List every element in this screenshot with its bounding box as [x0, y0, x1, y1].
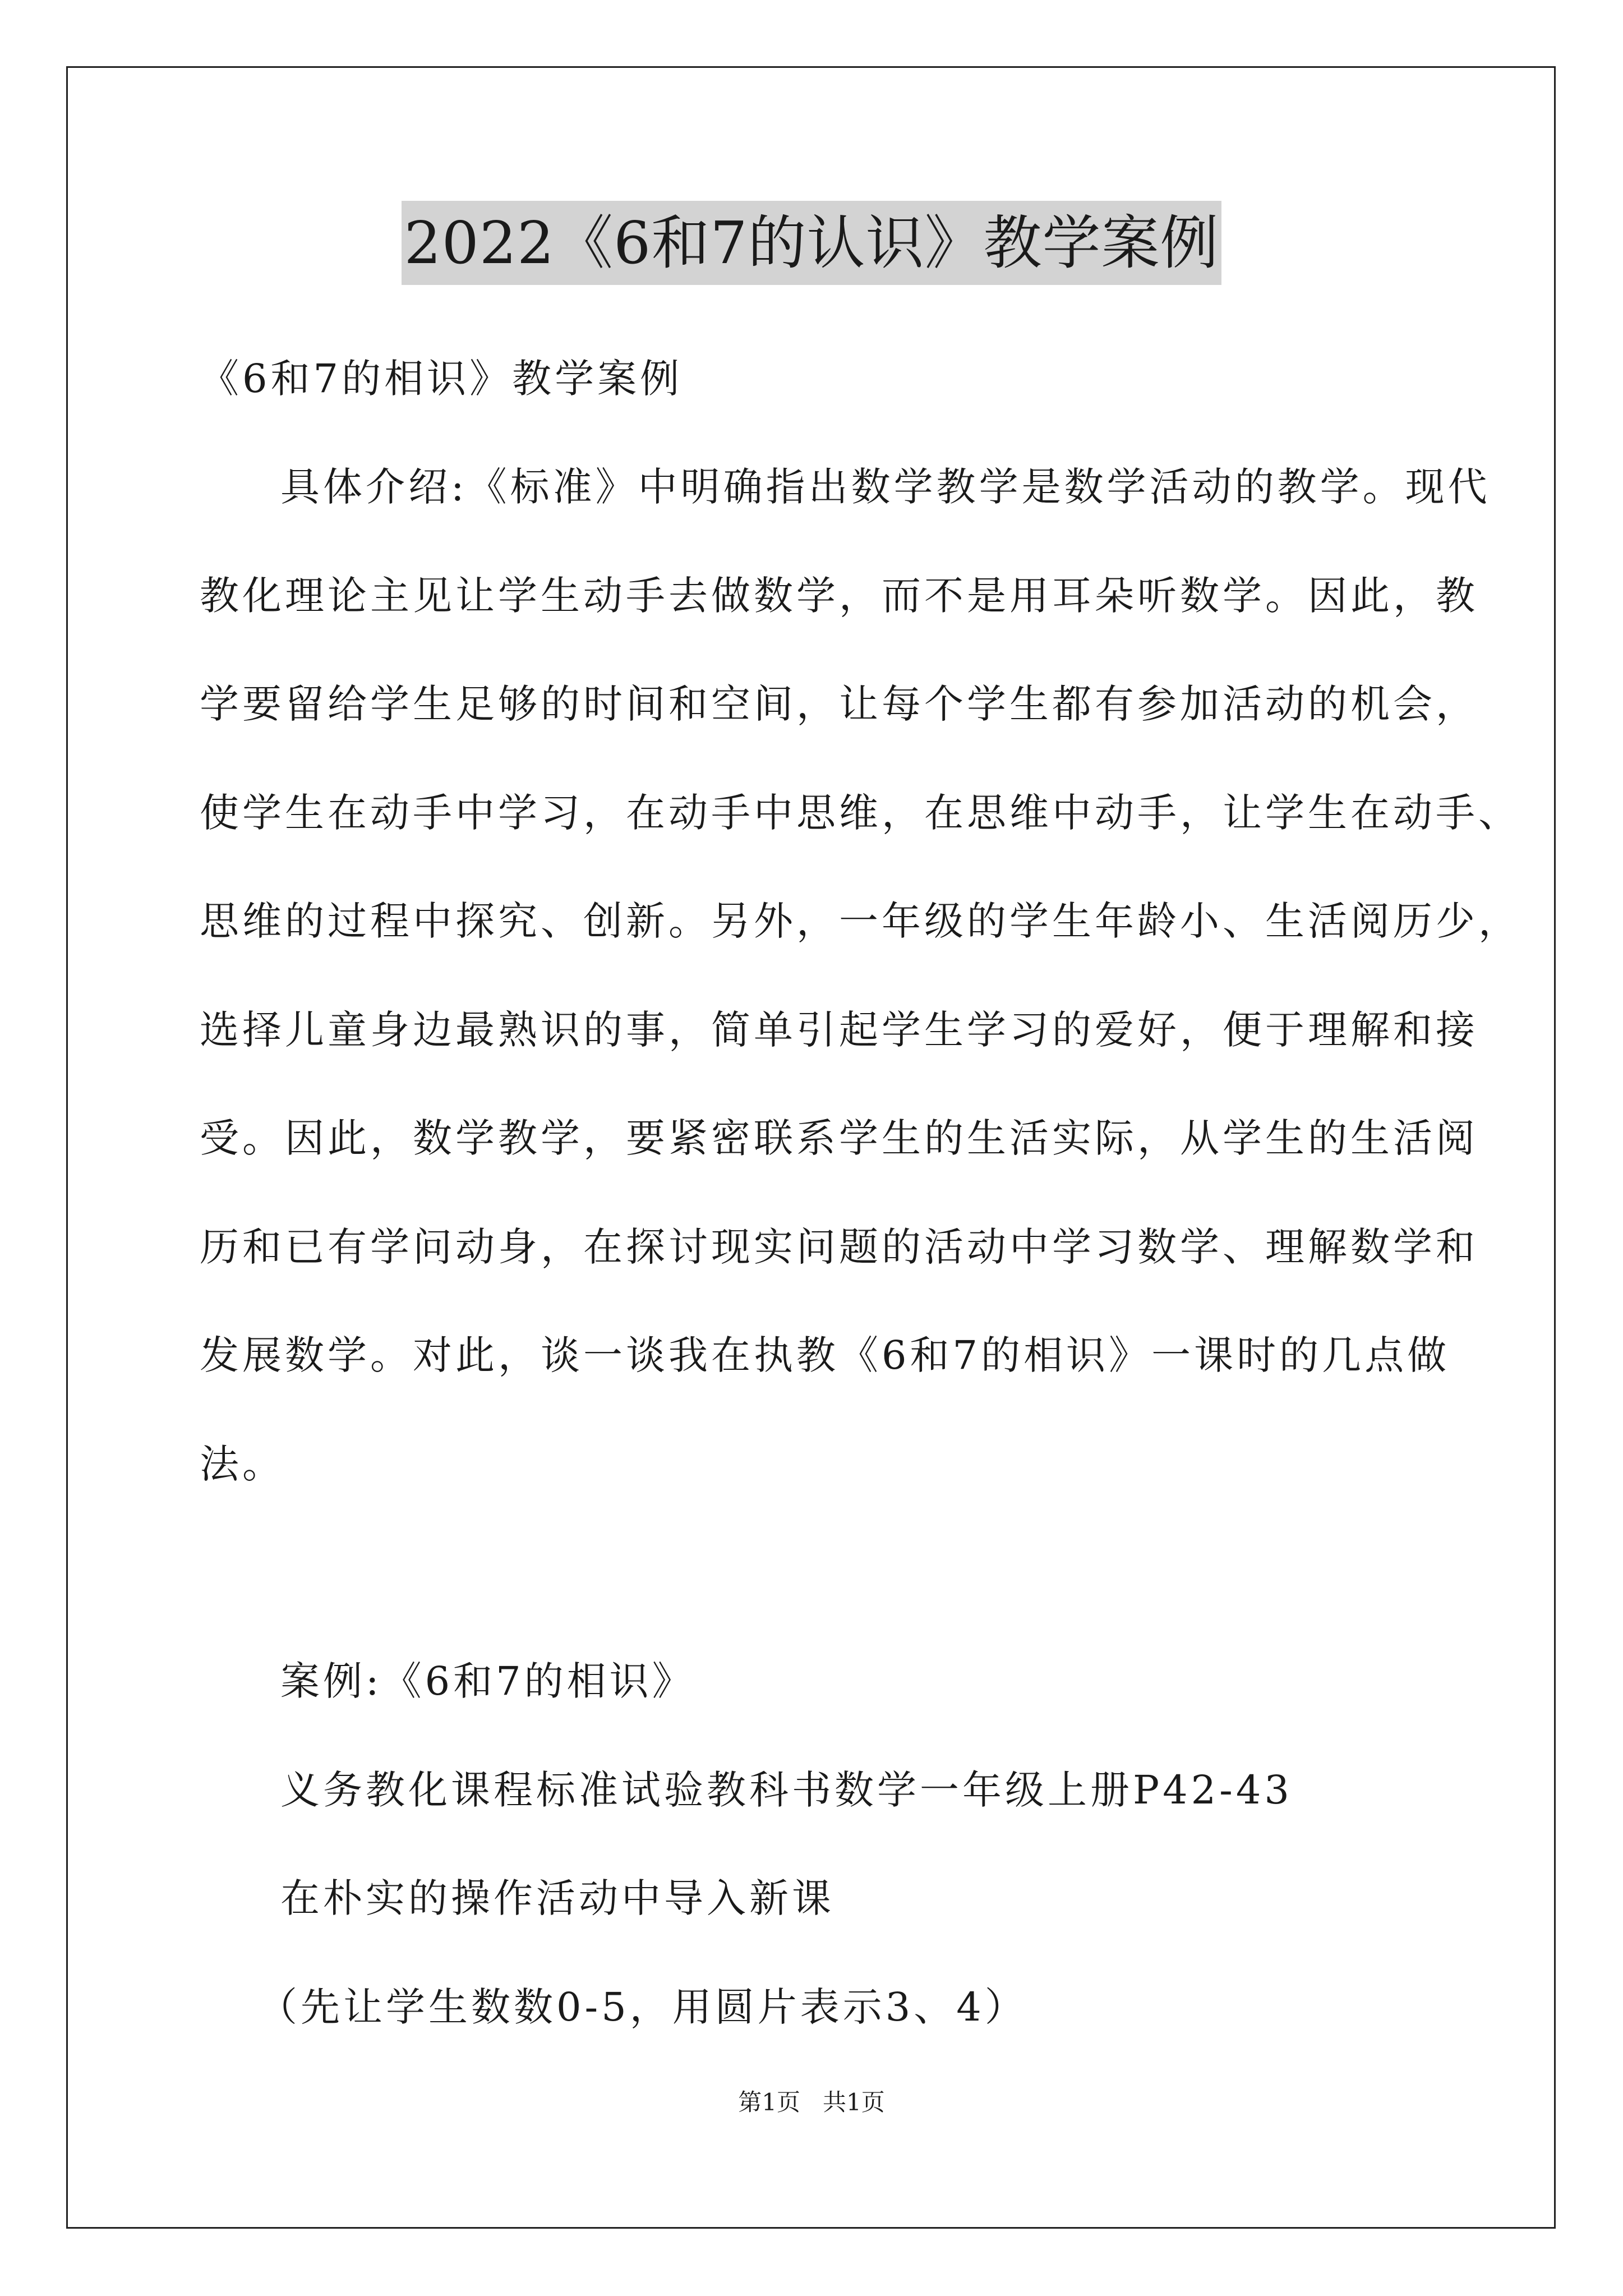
paragraph-line: 具体介绍:《标准》中明确指出数学教学是数学活动的教学。现代 [280, 464, 1491, 510]
paragraph-line: 法。 [200, 1441, 285, 1487]
paragraph-line: 使学生在动手中学习，在动手中思维，在思维中动手，让学生在动手、 [200, 790, 1521, 836]
page-footer: 第1页 共1页 [738, 2088, 885, 2116]
case-label: 案例:《6和7的相识》 [280, 1658, 695, 1704]
paragraph-line: 受。因此，数学教学，要紧密联系学生的生活实际，从学生的生活阅 [200, 1115, 1478, 1161]
activity-note: （先让学生数数0-5，用圆片表示3、4） [258, 1984, 1027, 2030]
paragraph-line: 学要留给学生足够的时间和空间，让每个学生都有参加活动的机会， [200, 681, 1478, 727]
subtitle: 《6和7的相识》教学案例 [200, 356, 683, 402]
title-area [0, 201, 1623, 285]
textbook-reference: 义务教化课程标准试验教科书数学一年级上册P42-43 [280, 1767, 1293, 1813]
paragraph-line: 发展数学。对此，谈一谈我在执教《6和7的相识》一课时的几点做 [200, 1332, 1450, 1378]
document-title: 2022《6和7的认识》教学案例 [402, 201, 1221, 285]
section-heading: 在朴实的操作活动中导入新课 [280, 1875, 834, 1921]
paragraph-line: 历和已有学问动身，在探讨现实问题的活动中学习数学、理解数学和 [200, 1224, 1478, 1270]
paragraph-line: 选择儿童身边最熟识的事，简单引起学生学习的爱好，便于理解和接 [200, 1007, 1478, 1053]
paragraph-line: 教化理论主见让学生动手去做数学，而不是用耳朵听数学。因此，教 [200, 573, 1478, 619]
paragraph-line: 思维的过程中探究、创新。另外，一年级的学生年龄小、生活阅历少， [200, 898, 1521, 944]
